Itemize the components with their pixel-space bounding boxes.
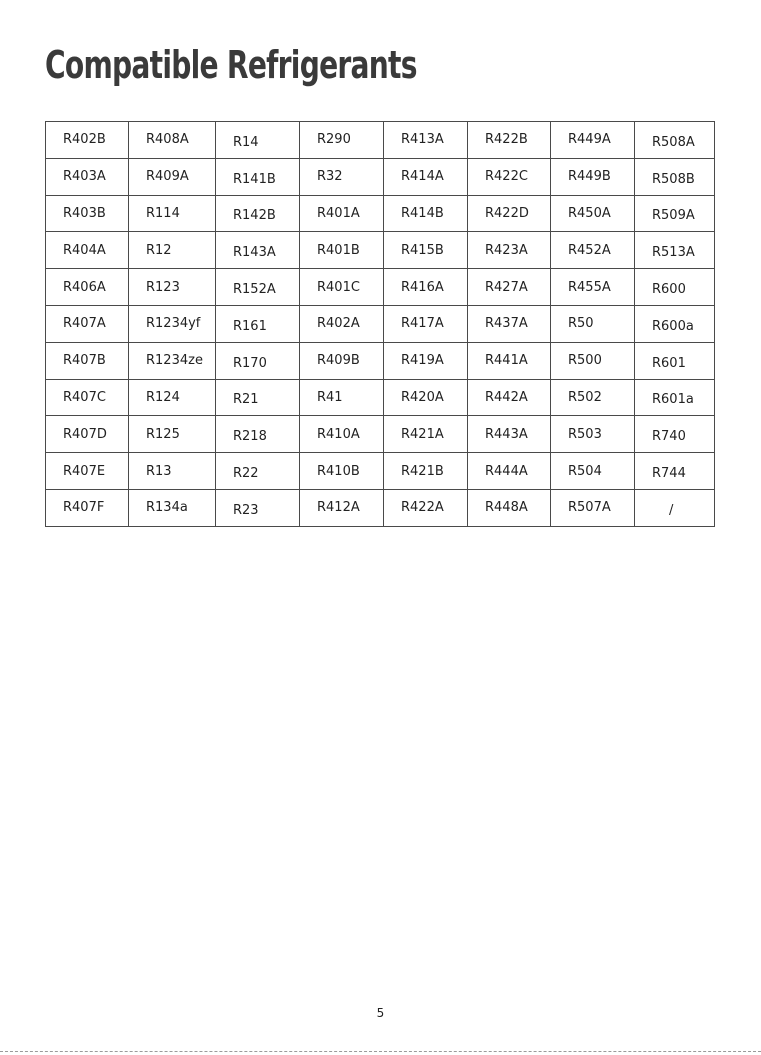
table-cell: R423A [468, 232, 551, 269]
table-cell: R414B [384, 195, 468, 232]
table-cell: R509A [635, 195, 715, 232]
table-cell: R420A [384, 379, 468, 416]
table-cell: R1234yf [129, 305, 216, 342]
table-cell: R422B [468, 122, 551, 159]
table-cell: R125 [129, 416, 216, 453]
table-cell: R290 [300, 122, 384, 159]
table-row [46, 416, 715, 453]
table-cell: R421A [384, 416, 468, 453]
table-row [46, 269, 715, 306]
table-cell: R416A [384, 269, 468, 306]
table-cell: R410A [300, 416, 384, 453]
table-cell: R114 [129, 195, 216, 232]
table-cell: R504 [551, 453, 635, 490]
table-cell: R408A [129, 122, 216, 159]
refrigerant-table-body [46, 122, 715, 527]
table-cell: R502 [551, 379, 635, 416]
table-cell: R421B [384, 453, 468, 490]
table-cell: R141B [216, 158, 300, 195]
table-cell: R414A [384, 158, 468, 195]
table-cell: R143A [216, 232, 300, 269]
table-cell: R406A [46, 269, 129, 306]
table-cell: R600a [635, 305, 715, 342]
table-cell: R450A [551, 195, 635, 232]
table-cell: R455A [551, 269, 635, 306]
table-cell: R41 [300, 379, 384, 416]
table-cell: R508B [635, 158, 715, 195]
bottom-dashed-rule [0, 1051, 761, 1052]
table-cell: R401C [300, 269, 384, 306]
table-cell: R422C [468, 158, 551, 195]
table-cell: R415B [384, 232, 468, 269]
table-cell: R442A [468, 379, 551, 416]
table-row [46, 158, 715, 195]
table-cell: R21 [216, 379, 300, 416]
table-cell: R407E [46, 453, 129, 490]
table-cell: R409A [129, 158, 216, 195]
table-cell: R23 [216, 489, 300, 526]
table-row [46, 453, 715, 490]
table-row [46, 379, 715, 416]
table-cell: R410B [300, 453, 384, 490]
table-row [46, 195, 715, 232]
table-cell: R32 [300, 158, 384, 195]
table-cell: R503 [551, 416, 635, 453]
table-cell: R12 [129, 232, 216, 269]
table-cell: R407C [46, 379, 129, 416]
table-row [46, 305, 715, 342]
table-row [46, 122, 715, 159]
table-cell: R1234ze [129, 342, 216, 379]
refrigerant-table-container [45, 121, 714, 527]
table-cell: R508A [635, 122, 715, 159]
table-cell: R449B [551, 158, 635, 195]
table-cell: R401B [300, 232, 384, 269]
table-cell: R407B [46, 342, 129, 379]
table-cell: R417A [384, 305, 468, 342]
table-cell: R124 [129, 379, 216, 416]
page-title: Compatible Refrigerants [45, 43, 417, 87]
table-cell: R22 [216, 453, 300, 490]
table-cell: R134a [129, 489, 216, 526]
table-cell: R14 [216, 122, 300, 159]
table-cell: R452A [551, 232, 635, 269]
table-row [46, 342, 715, 379]
table-cell: R142B [216, 195, 300, 232]
table-cell: R161 [216, 305, 300, 342]
table-cell: R419A [384, 342, 468, 379]
table-cell: R13 [129, 453, 216, 490]
table-cell: R403B [46, 195, 129, 232]
table-cell: / [635, 489, 715, 526]
table-cell: R403A [46, 158, 129, 195]
table-cell: R600 [635, 269, 715, 306]
table-cell: R422D [468, 195, 551, 232]
refrigerant-table [45, 121, 715, 527]
table-cell: R402A [300, 305, 384, 342]
page-number: 5 [376, 1006, 385, 1020]
table-cell: R441A [468, 342, 551, 379]
table-cell: R218 [216, 416, 300, 453]
table-cell: R449A [551, 122, 635, 159]
table-cell: R601a [635, 379, 715, 416]
table-row [46, 489, 715, 526]
table-cell: R513A [635, 232, 715, 269]
table-cell: R413A [384, 122, 468, 159]
table-cell: R407F [46, 489, 129, 526]
table-cell: R500 [551, 342, 635, 379]
table-cell: R448A [468, 489, 551, 526]
table-cell: R437A [468, 305, 551, 342]
table-cell: R409B [300, 342, 384, 379]
table-cell: R123 [129, 269, 216, 306]
table-cell: R50 [551, 305, 635, 342]
table-cell: R407D [46, 416, 129, 453]
table-cell: R443A [468, 416, 551, 453]
table-cell: R427A [468, 269, 551, 306]
table-cell: R152A [216, 269, 300, 306]
table-cell: R444A [468, 453, 551, 490]
table-cell: R744 [635, 453, 715, 490]
table-cell: R170 [216, 342, 300, 379]
table-cell: R407A [46, 305, 129, 342]
table-cell: R740 [635, 416, 715, 453]
table-cell: R404A [46, 232, 129, 269]
table-cell: R401A [300, 195, 384, 232]
table-row [46, 232, 715, 269]
table-cell: R412A [300, 489, 384, 526]
table-cell: R507A [551, 489, 635, 526]
table-cell: R601 [635, 342, 715, 379]
table-cell: R402B [46, 122, 129, 159]
table-cell: R422A [384, 489, 468, 526]
